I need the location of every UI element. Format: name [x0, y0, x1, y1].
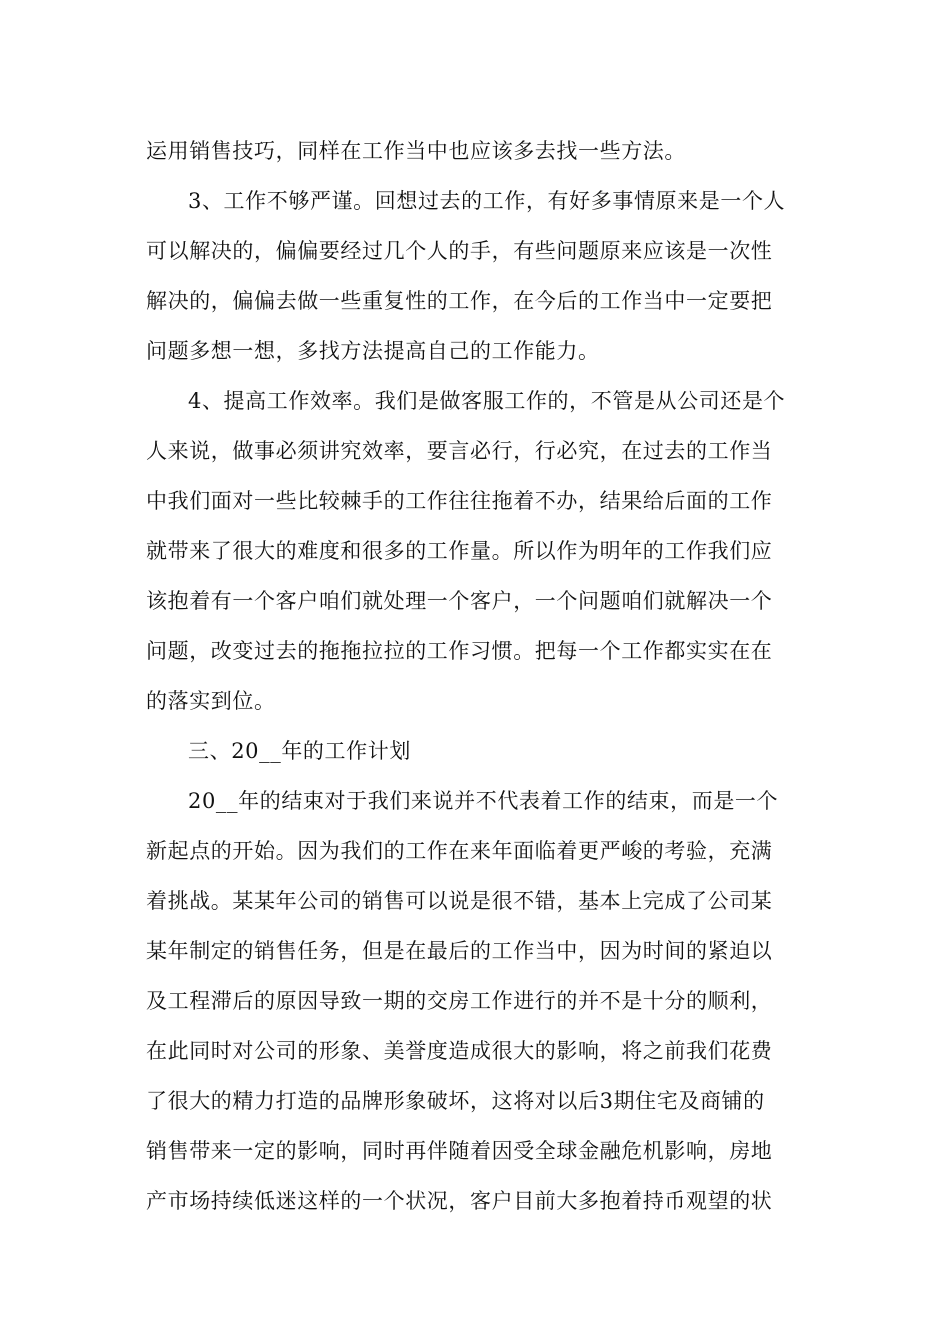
text-line: 的落实到位。 — [146, 689, 276, 713]
text-line: 产市场持续低迷这样的一个状况，客户目前大多抱着持币观望的状 — [146, 1189, 773, 1213]
text-line: 20__年的结束对于我们来说并不代表着工作的结束，而是一个 — [188, 789, 779, 813]
text-line: 4、提高工作效率。我们是做客服工作的，不管是从公司还是个 — [188, 389, 786, 413]
text-line: 问题多想一想，多找方法提高自己的工作能力。 — [146, 339, 600, 363]
text-line: 可以解决的，偏偏要经过几个人的手，有些问题原来应该是一次性 — [146, 239, 773, 263]
text-line: 销售带来一定的影响，同时再伴随着因受全球金融危机影响，房地 — [146, 1139, 773, 1163]
text-line: 运用销售技巧，同样在工作当中也应该多去找一些方法。 — [146, 139, 686, 163]
text-line: 某年制定的销售任务，但是在最后的工作当中，因为时间的紧迫以 — [146, 939, 773, 963]
text-line: 人来说，做事必须讲究效率，要言必行，行必究，在过去的工作当 — [146, 439, 773, 463]
section-heading: 三、20__年的工作计划 — [188, 739, 411, 763]
text-line: 问题，改变过去的拖拖拉拉的工作习惯。把每一个工作都实实在在 — [146, 639, 773, 663]
text-line: 了很大的精力打造的品牌形象破坏，这将对以后3期住宅及商铺的 — [146, 1089, 765, 1113]
text-line: 3、工作不够严谨。回想过去的工作，有好多事情原来是一个人 — [188, 189, 786, 213]
text-line: 中我们面对一些比较棘手的工作往往拖着不办，结果给后面的工作 — [146, 489, 773, 513]
text-line: 在此同时对公司的形象、美誉度造成很大的影响，将之前我们花费 — [146, 1039, 773, 1063]
text-line: 新起点的开始。因为我们的工作在来年面临着更严峻的考验，充满 — [146, 839, 773, 863]
text-line: 解决的，偏偏去做一些重复性的工作，在今后的工作当中一定要把 — [146, 289, 773, 313]
text-line: 就带来了很大的难度和很多的工作量。所以作为明年的工作我们应 — [146, 539, 773, 563]
text-line: 及工程滞后的原因导致一期的交房工作进行的并不是十分的顺利， — [146, 989, 773, 1013]
text-line: 着挑战。某某年公司的销售可以说是很不错，基本上完成了公司某 — [146, 889, 773, 913]
text-line: 该抱着有一个客户咱们就处理一个客户，一个问题咱们就解决一个 — [146, 589, 773, 613]
